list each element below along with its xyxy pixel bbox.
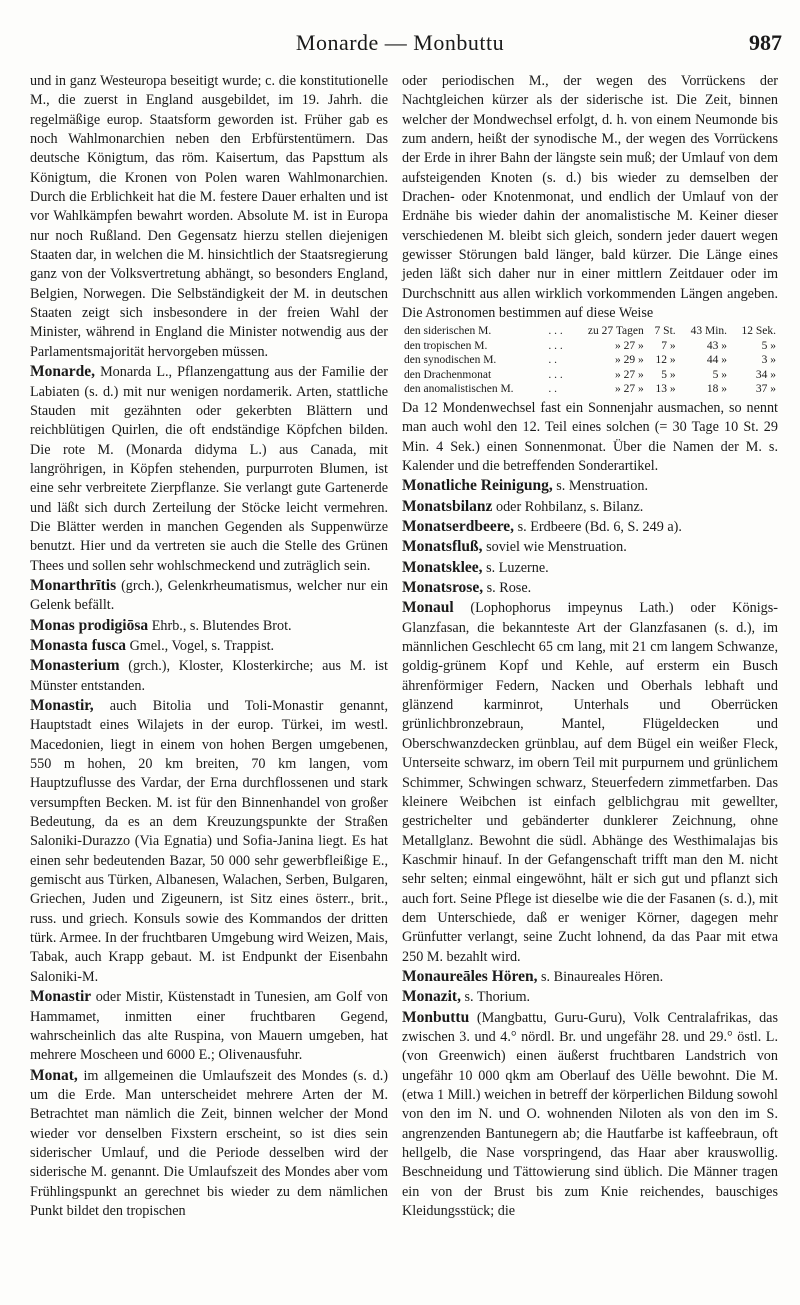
entry-monarthritis	[30, 576, 388, 616]
month-table-cell: 37 »	[755, 383, 776, 396]
entry-monarde	[30, 362, 388, 576]
month-table-cell: den Drachenmonat	[404, 368, 492, 381]
headword: Monasterium	[30, 657, 120, 675]
month-table-cell: » 27 »	[615, 368, 644, 381]
month-table-cell: 44 »	[706, 354, 728, 367]
entry-monaureales-hoeren	[402, 967, 778, 987]
page-header	[0, 30, 800, 60]
entry-text: oder Mistir, Küstenstadt in Tunesien, am Golf von Hammamet, inmitten einer fruchtbaren Gegend, wahrscheinlich das alte Ruspina, von Mauern umgeben, hat mehrere Moscheen und 6000 E.; Olivenausfuhr.	[30, 989, 388, 1064]
entry-monas-prodigiosa	[30, 616, 388, 636]
entry-text: oder Rohbilanz, s. Bilanz.	[492, 498, 644, 515]
entry-monat	[30, 1066, 388, 1222]
headword: Monastir	[30, 988, 92, 1006]
month-table-cell: 12 Sek.	[741, 325, 776, 338]
entry-monbuttu	[402, 1008, 778, 1222]
entry-monasterium	[30, 656, 388, 696]
running-title: Monarde — Monbuttu	[295, 30, 505, 55]
headword: Monbuttu	[402, 1008, 470, 1026]
entry-monatliche-reinigung	[402, 476, 778, 496]
entry-monaul	[402, 598, 778, 967]
headword: Monazit,	[402, 988, 461, 1006]
right-column	[402, 72, 778, 1221]
month-table-cell: . .	[548, 354, 557, 367]
entry-monatsbilanz	[402, 497, 778, 517]
month-table-cell: den anomalistischen M.	[404, 383, 514, 396]
month-table-cell: zu 27 Tagen	[587, 325, 644, 338]
month-table-cell: 7 St.	[654, 325, 676, 338]
headword: Monas prodigiōsa	[30, 616, 149, 634]
month-table-cell: » 27 »	[615, 383, 644, 396]
entry-monasta-fusca	[30, 636, 388, 656]
entry-monatserdbeere	[402, 517, 778, 537]
entry-text: s. Luzerne.	[482, 559, 549, 576]
month-table-cell: . . .	[548, 339, 563, 352]
entry-text: im allgemeinen die Umlaufszeit des Mondes (s. d.) um die Erde. Man unterscheidet mehrere Arten der M. Betrachtet man nämlich die Zeit, binnen welcher der Mond wieder vor denselben Fixstern erscheint, so ist dies sein siderischer Umlauf, und die Periode desselben wird der siderische M. genannt. Die Umlaufszeit des Mondes aber vom Frühlingspunkt an gerechnet bis wieder zu dem nämlichen Punkt bildet den tropischen	[30, 1067, 388, 1219]
headword: Monatliche Reinigung,	[402, 477, 553, 495]
headword: Monastir,	[30, 697, 94, 714]
monarchie-continuation: und in ganz Westeuropa beseitigt wurde; c. die konstitutionelle M., die zuerst in England ausgebildet, im 19. Jahrh. die regelmäßige europ. Staatsform geworden ist. Früher gab es noch Wahlmonarchien neben den Erbfürstentümern. Das deutsche Königtum, das röm. Kaisertum, das Papsttum als Königtum, die Kronen von Polen waren Wahlmonarchien. Durch die Erblichkeit hat die M. festere Dauer erhalten und ist vor Wahlkämpfen bewahrt worden. Absolute M. ist in Europa nur noch Rußland. Den Gegensatz hierzu stellen diejenigen Staaten dar, in welchen die M. hinsichtlich der Staatsregierung ganz von der Volksvertretung abhängt, so besonders England, Belgien, Norwegen. Die Selbständigkeit der M. in deutschen Staaten zeigt sich insbesondere in der freien Wahl der Minister, während in England die Minister notwendig aus der Parlamentsmajorität hervorgeben müssen.	[30, 73, 388, 360]
month-table-cell: 5 »	[761, 339, 776, 352]
headword: Monatsrose,	[402, 579, 484, 597]
entry-text: s. Erdbeere (Bd. 6, S. 249 a).	[514, 519, 682, 536]
entry-text: s. Thorium.	[460, 989, 531, 1006]
entry-monazit	[402, 987, 778, 1007]
month-table-cell: 5 »	[661, 368, 676, 381]
month-table-cell: 3 »	[761, 354, 776, 367]
entry-text: auch Bitolia und Toli-Monastir genannt, Hauptstadt eines Wilajets in der europ. Türkei, im westl. Macedonien, liegt in einem von hohen Bergen umgebenen, 550 m hohen, 20 km breiten, 70 km langen, vom Hauptzuflusse des Vardar, der Erna durchflossenen und stark versumpften Becken. M. ist für den Binnenhandel von großer Bedeutung, da es an dem Kreuzungspunkte der Straßen Saloniki-Durazzo (Via Egnatia) und Sofia-Janina liegt. Es hat einen sehr bedeutenden Bazar, 50 000 sehr gewerbfleißige E., gemischt aus Türken, Albanesen, Walachen, Serben, Bulgaren, Griechen, Juden und Zigeunern, ist Sitz eines österr., brit., russ. und griech. Konsuls sowie des Kommandos der dritten türk. Armee. In der fruchtbaren Umgebung wird Weizen, Mais, Tabak, auch Krapp gebaut. M. ist Endpunkt der Eisenbahn Saloniki-M.	[30, 698, 388, 985]
month-table-cell: » 27 »	[615, 339, 644, 352]
headword: Monatsklee,	[402, 558, 483, 576]
monat-continuation: oder periodischen M., der wegen des Vorrückens der Nachtgleichen kürzer als der siderische ist. Die Zeit, binnen welcher der Mondwechsel erfolgt, d. h. von einem Neumonde bis zum andern, heißt der synodische M., der wegen des Vorrückens der Erde in ihrer Bahn der längste sein muß; der Umlauf von dem aufsteigenden Knoten (s. d.) bis wieder zu demselben der Drachen- oder Knotenmonat, und endlich der Umlauf von der Erdnähe bis wieder dahin der anomalistische M. Keiner dieser verschiedenen M. bleibt sich gleich, sondern jeder dauert wegen gewisser Störungen bald länger, bald kürzer. Die Länge eines jeden läßt sich daher nur in einer mittlern Zeitdauer oder im Durchschnitt aus allen wirklich vorkommenden Längen angeben. Die Astronomen bestimmen auf diese Weise	[402, 73, 778, 322]
month-table-cell: 43 »	[706, 339, 728, 352]
month-table-cell: 13 »	[655, 383, 676, 396]
month-table-cell: . .	[548, 383, 557, 396]
month-table-cell: 34 »	[755, 368, 776, 381]
entry-text: s. Menstruation.	[552, 478, 649, 495]
entry-text: (grch.), Kloster, Klosterkirche; aus M. ist Münster entstanden.	[30, 658, 388, 694]
month-table-cell: 12 »	[655, 354, 676, 367]
headword: Monatserdbeere,	[402, 518, 515, 536]
month-table-cell: den tropischen M.	[404, 339, 488, 352]
entry-monatsklee	[402, 558, 778, 578]
entry-monastir-tunesien	[30, 987, 388, 1065]
page-number: 987	[749, 30, 782, 55]
month-table-row	[402, 324, 778, 339]
left-column	[30, 72, 388, 1221]
headword: Monaureāles Hören,	[402, 967, 538, 985]
entry-monatsrose	[402, 578, 778, 598]
headword: Monasta fusca	[30, 636, 127, 654]
entry-monatsfluss	[402, 537, 778, 557]
month-lengths-table	[402, 324, 778, 397]
month-table-cell: 43 Min.	[690, 325, 728, 338]
headword: Monatsfluß,	[402, 538, 483, 556]
entry-text: Gmel., Vogel, s. Trappist.	[126, 637, 275, 654]
headword: Monatsbilanz	[402, 497, 493, 515]
entry-text: s. Binaureales Hören.	[537, 968, 664, 985]
month-table-cell: den synodischen M.	[404, 354, 497, 367]
month-table-cell: . . .	[548, 368, 563, 381]
entry-text: soviel wie Menstruation.	[482, 539, 627, 556]
entry-monastir	[30, 696, 388, 987]
month-table-cell: 18 »	[706, 383, 728, 396]
month-table-row	[402, 353, 778, 368]
headword: Monaul	[402, 599, 454, 617]
headword: Monarthrītis	[30, 576, 117, 594]
entry-text: (Lophophorus impeynus Lath.) oder Königs-Glanzfasan, die bekannteste Art der Glanzfasanen (s. d.), im männlichen Geschlecht 65 cm lang, mit 21 cm langem Schwanze, goldig-grünem Kopf und Kehle, auf ersterm ein Busch ährenförmiger Federn, Nacken und Oberhals lebhaft und glänzend karminrot, Unterhals und Oberrücken grünlichbronzebraun, Mantel, Flügeldecken und Oberschwanzdecken grünblau, auf dem Bügel ein weißer Fleck, Unterseite schwarz, im obern Teil mit purpurnem und grünlichem Schimmer, Schwingen schwarz, Steuerfedern zimmetfarben. Das kleinere Weibchen ist einfach gelblichgrau mit gewellter, gestrichelter und gebänderter dunklerer Zeichnung, ohne Metallglanz. Bewohnt die südl. Abhänge des Westhimalajas bis Kaschmir hinauf. In der Gefangenschaft trifft man den M. nicht sehr selten; einmal eingewöhnt, hält er sich gut und pflanzt sich auch fort. Seine Pflege ist dieselbe wie die der Fasanen (s. d.), mit dem Unterschiede, daß er weniger Körner, dagegen mehr Grünfutter verlangt, seine Zucht lohnend, da das Paar mit etwa 250 M. bezahlt wird.	[402, 600, 778, 965]
month-table-cell: 5 »	[712, 368, 728, 381]
entry-text: Ehrb., s. Blutendes Brot.	[148, 617, 292, 634]
entry-text: (grch.), Gelenkrheumatismus, welcher nur ein Gelenk befällt.	[30, 577, 388, 614]
month-table-row	[402, 368, 778, 383]
entry-text: Monarda L., Pflanzengattung aus der Familie der Labiaten (s. d.) mit nur wenigen nordamerik. Arten, stattliche Stauden mit gezähnten oder gekerbten Blättern und reichblütigen Quirlen, die oft endständige Köpfchen bilden. Die rote M. (Monarda didyma L.) aus Canada, mit langröhrigen, in Köpfen stehenden, purpurroten Blumen, ist eine sehr verbreitete Zierpflanze. Sie verlangt gute Gartenerde und läßt sich durch Zerteilung der Stöcke leicht vermehren. Die Blätter werden in manchen Gegenden als Suppenwürze benutzt. Hier und da vertreten sie auch die Stelle des Grünen Thees und sollen sehr wohlschmeckend und zuträglich sein.	[30, 364, 388, 574]
entry-text: (Mangbattu, Guru-Guru), Volk Centralafrikas, das zwischen 3. und 4.° nördl. Br. und ungefähr 28. und 29.° östl. L. (von Greenwich) einen äußerst fruchtbaren Landstrich von ungefähr 10 000 qkm am Oberlauf des Uëlle bewohnt. Die M. (etwa 1 Mill.) weichen in betreff der körperlichen Bildung sowohl von den im N. und O. wohnenden Niloten als von den im S. angrenzenden Bantunegern ab; die Hautfarbe ist kaffeebraun, oft hellgelb, die Nase vorspringend, das Haar aber krauswollig. Beschneidung und Tättowierung sind üblich. Die Männer tragen ein von der Brust bis zum Knie reichendes, bauschiges Kleidungsstück; die	[402, 1009, 778, 1220]
headword: Monat,	[30, 1066, 78, 1084]
entry-text: s. Rose.	[483, 580, 532, 597]
headword: Monarde,	[30, 363, 96, 381]
month-table-cell: . . .	[548, 325, 563, 338]
month-table-cell: 7 »	[661, 339, 676, 352]
sonnenmonat-paragraph: Da 12 Mondenwechsel fast ein Sonnenjahr ausmachen, so nennt man auch wohl den 12. Teil eines solchen (= 30 Tage 10 St. 29 Min. 4 Sek.) einen Sonnenmonat. Über die Namen der M. s. Kalender und die betreffenden Sonderartikel.	[402, 399, 778, 474]
month-table-cell: den siderischen M.	[404, 325, 492, 338]
month-table-cell: » 29 »	[615, 354, 644, 367]
month-table-row	[402, 339, 778, 354]
month-table-row	[402, 382, 778, 397]
